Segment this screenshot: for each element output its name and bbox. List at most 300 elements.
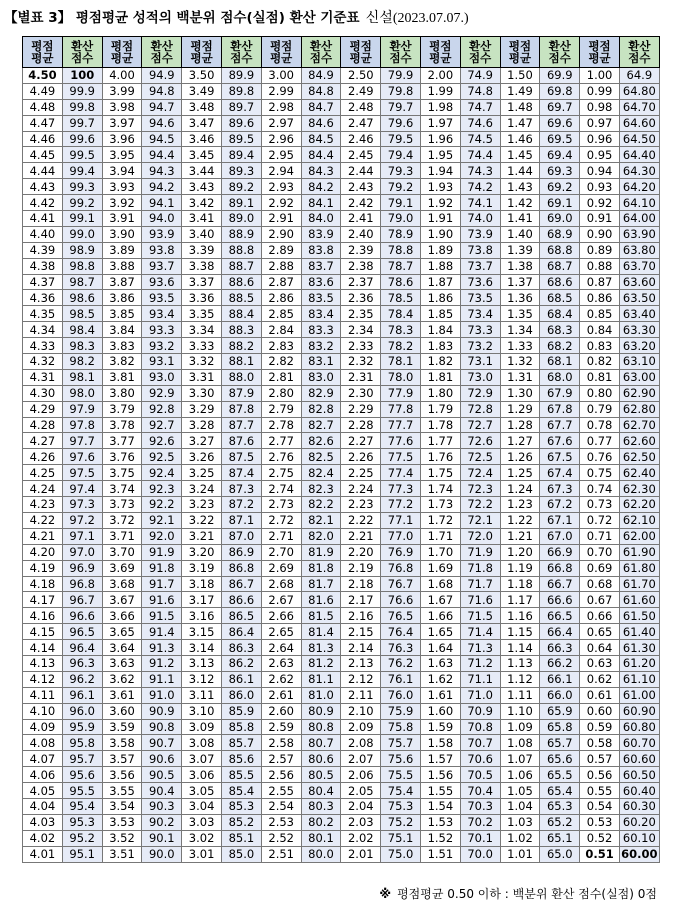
- score-cell: 93.1: [142, 354, 182, 370]
- gpa-cell: 2.47: [341, 115, 381, 131]
- gpa-cell: 3.86: [102, 290, 142, 306]
- gpa-cell: 1.81: [420, 369, 460, 385]
- table-row: [23, 179, 660, 195]
- header-gpa: [102, 37, 142, 68]
- gpa-cell: 1.99: [420, 83, 460, 99]
- score-cell: 92.3: [142, 481, 182, 497]
- gpa-cell: 2.95: [261, 147, 301, 163]
- gpa-cell: 2.06: [341, 767, 381, 783]
- table-row: [23, 512, 660, 528]
- score-cell: 60.30: [619, 798, 659, 814]
- gpa-cell: 2.00: [420, 68, 460, 84]
- gpa-cell: 3.51: [102, 846, 142, 862]
- score-cell: 79.9: [381, 68, 421, 84]
- gpa-cell: 1.88: [420, 258, 460, 274]
- score-cell: 72.6: [460, 433, 500, 449]
- gpa-cell: 3.19: [182, 560, 222, 576]
- score-cell: 68.8: [540, 242, 580, 258]
- gpa-cell: 0.61: [580, 687, 620, 703]
- score-cell: 72.8: [460, 401, 500, 417]
- gpa-cell: 3.22: [182, 512, 222, 528]
- score-cell: 91.1: [142, 671, 182, 687]
- gpa-cell: 2.55: [261, 783, 301, 799]
- score-cell: 75.8: [381, 719, 421, 735]
- gpa-cell: 1.14: [500, 640, 540, 656]
- gpa-cell: 3.88: [102, 258, 142, 274]
- gpa-cell: 2.83: [261, 338, 301, 354]
- score-cell: 66.4: [540, 624, 580, 640]
- gpa-cell: 2.41: [341, 211, 381, 227]
- gpa-cell: 2.90: [261, 226, 301, 242]
- score-cell: 97.9: [62, 401, 102, 417]
- gpa-cell: 1.82: [420, 354, 460, 370]
- score-cell: 74.6: [460, 115, 500, 131]
- gpa-cell: 4.44: [23, 163, 63, 179]
- score-cell: 80.1: [301, 830, 341, 846]
- score-cell: 80.6: [301, 751, 341, 767]
- gpa-cell: 4.08: [23, 735, 63, 751]
- score-cell: 89.1: [221, 195, 261, 211]
- score-cell: 64.30: [619, 163, 659, 179]
- gpa-cell: 3.37: [182, 274, 222, 290]
- score-cell: 71.6: [460, 592, 500, 608]
- score-cell: 71.8: [460, 560, 500, 576]
- gpa-cell: 3.75: [102, 465, 142, 481]
- gpa-cell: 1.83: [420, 338, 460, 354]
- gpa-cell: 4.28: [23, 417, 63, 433]
- gpa-cell: 0.94: [580, 163, 620, 179]
- score-cell: 77.3: [381, 481, 421, 497]
- score-cell: 69.3: [540, 163, 580, 179]
- gpa-cell: 3.74: [102, 481, 142, 497]
- gpa-cell: 3.53: [102, 814, 142, 830]
- score-cell: 76.2: [381, 655, 421, 671]
- score-cell: 69.4: [540, 147, 580, 163]
- score-cell: 76.8: [381, 560, 421, 576]
- gpa-cell: 2.66: [261, 608, 301, 624]
- gpa-cell: 4.43: [23, 179, 63, 195]
- score-cell: 100: [62, 68, 102, 84]
- score-cell: 63.50: [619, 290, 659, 306]
- gpa-cell: 2.43: [341, 179, 381, 195]
- score-cell: 70.9: [460, 703, 500, 719]
- score-cell: 80.9: [301, 703, 341, 719]
- score-cell: 69.5: [540, 131, 580, 147]
- score-cell: 71.1: [460, 671, 500, 687]
- table-row: [23, 798, 660, 814]
- gpa-cell: 3.67: [102, 592, 142, 608]
- score-cell: 73.8: [460, 242, 500, 258]
- score-cell: 77.6: [381, 433, 421, 449]
- gpa-cell: 2.52: [261, 830, 301, 846]
- gpa-cell: 2.10: [341, 703, 381, 719]
- gpa-cell: 2.34: [341, 322, 381, 338]
- gpa-cell: 2.59: [261, 719, 301, 735]
- gpa-cell: 4.20: [23, 544, 63, 560]
- gpa-cell: 1.05: [500, 783, 540, 799]
- gpa-cell: 2.20: [341, 544, 381, 560]
- gpa-cell: 4.29: [23, 401, 63, 417]
- gpa-cell: 3.95: [102, 147, 142, 163]
- score-cell: 79.0: [381, 211, 421, 227]
- score-cell: 75.6: [381, 751, 421, 767]
- score-cell: 64.40: [619, 147, 659, 163]
- gpa-cell: 0.82: [580, 354, 620, 370]
- score-cell: 85.2: [221, 814, 261, 830]
- gpa-cell: 2.45: [341, 147, 381, 163]
- gpa-cell: 0.98: [580, 99, 620, 115]
- gpa-cell: 3.90: [102, 226, 142, 242]
- gpa-cell: 2.30: [341, 385, 381, 401]
- score-cell: 93.0: [142, 369, 182, 385]
- gpa-cell: 3.96: [102, 131, 142, 147]
- score-cell: 61.20: [619, 655, 659, 671]
- table-row: [23, 719, 660, 735]
- gpa-cell: 1.75: [420, 465, 460, 481]
- score-cell: 78.7: [381, 258, 421, 274]
- score-cell: 88.5: [221, 290, 261, 306]
- score-cell: 60.00: [621, 847, 658, 862]
- score-cell: 96.2: [62, 671, 102, 687]
- score-cell: 96.5: [62, 624, 102, 640]
- gpa-cell: 1.19: [500, 560, 540, 576]
- gpa-cell: 1.77: [420, 433, 460, 449]
- gpa-cell: 3.35: [182, 306, 222, 322]
- gpa-cell: 2.70: [261, 544, 301, 560]
- gpa-cell: 3.61: [102, 687, 142, 703]
- score-cell: 65.8: [540, 719, 580, 735]
- gpa-cell: 1.45: [500, 147, 540, 163]
- gpa-cell: 0.79: [580, 401, 620, 417]
- score-cell: 91.3: [142, 640, 182, 656]
- gpa-cell: 3.01: [182, 846, 222, 862]
- gpa-cell: 3.48: [182, 99, 222, 115]
- gpa-cell: 2.87: [261, 274, 301, 290]
- gpa-cell: 3.84: [102, 322, 142, 338]
- score-cell: 89.3: [221, 163, 261, 179]
- gpa-cell: 2.13: [341, 655, 381, 671]
- score-cell: 73.1: [460, 354, 500, 370]
- score-cell: 86.0: [221, 687, 261, 703]
- gpa-cell: 3.56: [102, 767, 142, 783]
- header-line: 평균: [110, 51, 134, 65]
- score-cell: 74.5: [460, 131, 500, 147]
- gpa-cell: 0.64: [580, 640, 620, 656]
- header-line: 평균: [270, 51, 293, 65]
- score-cell: 83.8: [301, 242, 341, 258]
- table-row: [23, 640, 660, 656]
- score-cell: 99.0: [62, 226, 102, 242]
- table-title: 【별표 3】 평점평균 성적의 백분위 점수(실점) 환산 기준표: [4, 10, 360, 26]
- score-cell: 94.3: [142, 163, 182, 179]
- score-cell: 69.0: [540, 211, 580, 227]
- gpa-cell: 1.15: [500, 624, 540, 640]
- score-cell: 74.0: [460, 211, 500, 227]
- gpa-cell: 4.32: [23, 354, 63, 370]
- gpa-cell: 3.47: [182, 115, 222, 131]
- table-row: [23, 226, 660, 242]
- gpa-cell: 2.08: [341, 735, 381, 751]
- gpa-cell: 2.92: [261, 195, 301, 211]
- gpa-cell: 3.99: [102, 83, 142, 99]
- score-cell: 89.9: [221, 68, 261, 84]
- gpa-cell: 4.17: [23, 592, 63, 608]
- gpa-cell: 1.50: [500, 68, 540, 84]
- gpa-cell: 4.02: [23, 830, 63, 846]
- gpa-cell: 1.52: [420, 830, 460, 846]
- header-line: 평점: [588, 39, 611, 53]
- gpa-cell: 4.39: [23, 242, 63, 258]
- score-cell: 81.7: [301, 576, 341, 592]
- gpa-cell: 4.26: [23, 449, 63, 465]
- score-cell: 71.7: [460, 576, 500, 592]
- footnote-text: 평점평균 0.50 이하 : 백분위 환산 점수(실점) 0점: [397, 887, 657, 901]
- score-cell: 85.1: [221, 830, 261, 846]
- gpa-cell: 3.27: [182, 433, 222, 449]
- header-line: 환산: [548, 39, 571, 53]
- score-cell: 67.6: [540, 433, 580, 449]
- gpa-cell: 0.57: [580, 751, 620, 767]
- score-cell: 90.2: [142, 814, 182, 830]
- score-cell: 94.2: [142, 179, 182, 195]
- gpa-cell: 4.37: [23, 274, 63, 290]
- score-cell: 72.9: [460, 385, 500, 401]
- score-cell: 97.7: [62, 433, 102, 449]
- score-cell: 78.2: [381, 338, 421, 354]
- header-score: [142, 37, 182, 68]
- gpa-cell: 0.80: [580, 385, 620, 401]
- score-cell: 62.60: [619, 433, 659, 449]
- gpa-cell: 4.38: [23, 258, 63, 274]
- score-cell: 97.1: [62, 528, 102, 544]
- score-cell: 84.5: [301, 131, 341, 147]
- gpa-cell: 3.44: [182, 163, 222, 179]
- gpa-cell: 4.05: [23, 783, 63, 799]
- score-cell: 74.7: [460, 99, 500, 115]
- header-line: 평균: [588, 51, 611, 65]
- gpa-cell: 1.73: [420, 497, 460, 513]
- gpa-cell: 0.91: [580, 211, 620, 227]
- header-gpa: [500, 37, 540, 68]
- table-row: [23, 99, 660, 115]
- gpa-cell: 3.17: [182, 592, 222, 608]
- score-cell: 88.7: [221, 258, 261, 274]
- score-cell: 66.0: [540, 687, 580, 703]
- score-cell: 65.0: [540, 846, 580, 862]
- score-cell: 78.0: [381, 369, 421, 385]
- score-cell: 90.5: [142, 767, 182, 783]
- gpa-cell: 0.63: [580, 655, 620, 671]
- score-cell: 77.7: [381, 417, 421, 433]
- table-row: [23, 687, 660, 703]
- gpa-cell: 2.44: [341, 163, 381, 179]
- score-cell: 96.6: [62, 608, 102, 624]
- score-cell: 88.9: [221, 226, 261, 242]
- score-cell: 79.3: [381, 163, 421, 179]
- score-cell: 89.4: [221, 147, 261, 163]
- score-cell: 84.2: [301, 179, 341, 195]
- score-cell: 96.9: [62, 560, 102, 576]
- score-cell: 84.4: [301, 147, 341, 163]
- score-cell: 80.7: [301, 735, 341, 751]
- gpa-cell: 1.38: [500, 258, 540, 274]
- header-line: 평균: [508, 51, 532, 65]
- score-cell: 85.8: [221, 719, 261, 735]
- header-line: 점수: [71, 51, 94, 65]
- table-row: [23, 481, 660, 497]
- gpa-cell: 2.07: [341, 751, 381, 767]
- gpa-cell: 3.43: [182, 179, 222, 195]
- gpa-cell: 2.72: [261, 512, 301, 528]
- gpa-cell: 3.58: [102, 735, 142, 751]
- score-cell: 62.90: [619, 385, 659, 401]
- score-cell: 74.2: [460, 179, 500, 195]
- score-cell: 65.1: [540, 830, 580, 846]
- gpa-cell: 0.93: [580, 179, 620, 195]
- header-line: 점수: [548, 51, 571, 65]
- gpa-cell: 3.18: [182, 576, 222, 592]
- score-cell: 63.10: [619, 354, 659, 370]
- gpa-cell: 3.32: [182, 354, 222, 370]
- gpa-cell: 1.21: [500, 528, 540, 544]
- gpa-cell: 3.81: [102, 369, 142, 385]
- score-cell: 77.4: [381, 465, 421, 481]
- score-cell: 75.5: [381, 767, 421, 783]
- table-row: [23, 465, 660, 481]
- header-gpa: [261, 37, 301, 68]
- score-cell: 72.0: [460, 528, 500, 544]
- table-row: [23, 830, 660, 846]
- score-cell: 85.5: [221, 767, 261, 783]
- gpa-cell: 2.25: [341, 465, 381, 481]
- score-cell: 81.5: [301, 608, 341, 624]
- gpa-cell: 3.40: [182, 226, 222, 242]
- gpa-cell: 3.00: [261, 68, 301, 84]
- gpa-cell: 0.59: [580, 719, 620, 735]
- gpa-cell: 2.17: [341, 592, 381, 608]
- gpa-cell: 2.58: [261, 735, 301, 751]
- gpa-cell: 2.42: [341, 195, 381, 211]
- gpa-cell: 0.56: [580, 767, 620, 783]
- score-cell: 72.3: [460, 481, 500, 497]
- score-cell: 62.10: [619, 512, 659, 528]
- gpa-cell: 1.12: [500, 671, 540, 687]
- score-cell: 86.5: [221, 608, 261, 624]
- gpa-cell: 1.71: [420, 528, 460, 544]
- table-row: [23, 751, 660, 767]
- score-cell: 85.7: [221, 735, 261, 751]
- gpa-cell: 1.18: [500, 576, 540, 592]
- gpa-cell: 1.13: [500, 655, 540, 671]
- gpa-cell: 0.96: [580, 131, 620, 147]
- gpa-cell: 3.63: [102, 655, 142, 671]
- gpa-cell: 1.46: [500, 131, 540, 147]
- table-row: [23, 814, 660, 830]
- header-line: 점수: [469, 51, 492, 65]
- score-cell: 91.5: [142, 608, 182, 624]
- gpa-cell: 0.55: [580, 783, 620, 799]
- score-cell: 87.3: [221, 481, 261, 497]
- gpa-cell: 0.99: [580, 83, 620, 99]
- score-cell: 71.5: [460, 608, 500, 624]
- gpa-cell: 1.65: [420, 624, 460, 640]
- gpa-cell: 1.00: [580, 68, 620, 84]
- header-score: [221, 37, 261, 68]
- score-cell: 94.6: [142, 115, 182, 131]
- header-line: 평균: [190, 51, 213, 65]
- score-cell: 64.60: [619, 115, 659, 131]
- score-cell: 66.6: [540, 592, 580, 608]
- score-cell: 95.8: [62, 735, 102, 751]
- gpa-cell: 1.31: [500, 369, 540, 385]
- gpa-cell: 0.95: [580, 147, 620, 163]
- score-cell: 79.4: [381, 147, 421, 163]
- gpa-cell: 1.53: [420, 814, 460, 830]
- score-cell: 66.1: [540, 671, 580, 687]
- gpa-cell: 2.60: [261, 703, 301, 719]
- score-cell: 72.5: [460, 449, 500, 465]
- score-cell: 73.4: [460, 306, 500, 322]
- gpa-cell: 0.66: [580, 608, 620, 624]
- header-score: [460, 37, 500, 68]
- score-cell: 61.00: [619, 687, 659, 703]
- gpa-cell: 1.66: [420, 608, 460, 624]
- gpa-cell: 1.64: [420, 640, 460, 656]
- table-row: [23, 608, 660, 624]
- score-cell: 84.6: [301, 115, 341, 131]
- gpa-cell: 1.72: [420, 512, 460, 528]
- score-cell: 83.9: [301, 226, 341, 242]
- gpa-cell: 1.43: [500, 179, 540, 195]
- gpa-cell: 2.29: [341, 401, 381, 417]
- header-line: 환산: [628, 39, 651, 53]
- score-cell: 63.40: [619, 306, 659, 322]
- table-row: [23, 290, 660, 306]
- gpa-cell: 2.89: [261, 242, 301, 258]
- score-cell: 88.1: [221, 354, 261, 370]
- score-cell: 92.9: [142, 385, 182, 401]
- score-cell: 68.2: [540, 338, 580, 354]
- reference-mark: ※: [379, 887, 392, 901]
- score-cell: 81.0: [301, 687, 341, 703]
- header-row: [23, 37, 660, 68]
- gpa-cell: 2.50: [341, 68, 381, 84]
- score-cell: 83.5: [301, 290, 341, 306]
- score-cell: 98.7: [62, 274, 102, 290]
- table-row: [23, 417, 660, 433]
- score-cell: 62.70: [619, 417, 659, 433]
- score-cell: 86.8: [221, 560, 261, 576]
- score-cell: 71.0: [460, 687, 500, 703]
- gpa-cell: 3.66: [102, 608, 142, 624]
- score-cell: 87.2: [221, 497, 261, 513]
- table-row: [23, 783, 660, 799]
- gpa-cell: 3.94: [102, 163, 142, 179]
- gpa-cell: 3.21: [182, 528, 222, 544]
- score-cell: 87.6: [221, 433, 261, 449]
- gpa-cell: 3.30: [182, 385, 222, 401]
- score-cell: 90.0: [142, 846, 182, 862]
- table-row: [23, 338, 660, 354]
- gpa-cell: 2.99: [261, 83, 301, 99]
- gpa-cell: 2.81: [261, 369, 301, 385]
- gpa-cell: 3.38: [182, 258, 222, 274]
- gpa-cell: 4.48: [23, 99, 63, 115]
- score-cell: 61.70: [619, 576, 659, 592]
- score-cell: 68.1: [540, 354, 580, 370]
- revision-note: 신설(2023.07.07.): [365, 11, 469, 26]
- gpa-cell: 0.76: [580, 449, 620, 465]
